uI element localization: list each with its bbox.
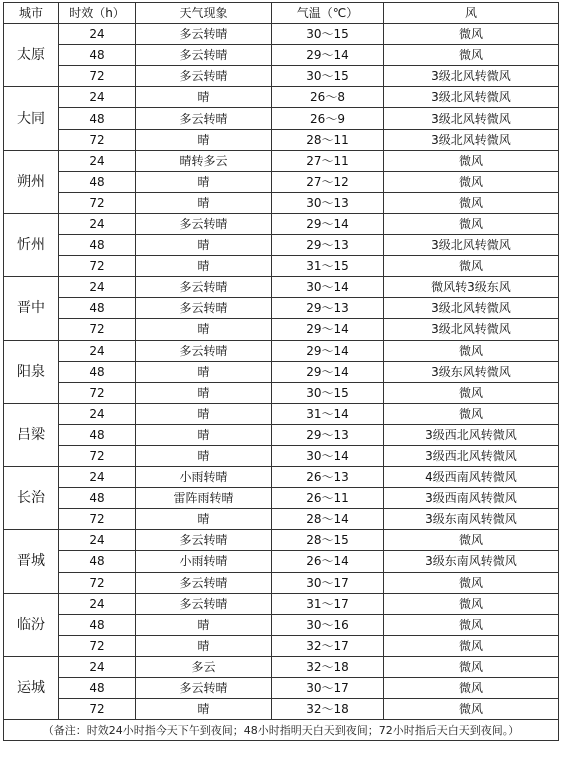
period-cell: 24 [59,340,136,361]
period-cell: 24 [59,150,136,171]
period-cell: 48 [59,424,136,445]
wind-cell: 微风 [384,593,559,614]
temperature-cell: 32～18 [272,699,384,720]
wind-cell: 微风 [384,572,559,593]
weather-cell: 晴 [136,635,272,656]
temperature-cell: 29～14 [272,45,384,66]
table-row [4,509,559,530]
temperature-cell: 29～13 [272,298,384,319]
weather-cell: 多云转晴 [136,277,272,298]
temperature-cell: 27～12 [272,171,384,192]
weather-cell: 晴 [136,256,272,277]
table-row [4,403,559,424]
forecast-table [3,2,559,741]
table-row [4,593,559,614]
weather-cell: 晴 [136,509,272,530]
city-name-cell: 晋中 [4,277,59,340]
weather-cell: 多云转晴 [136,108,272,129]
period-cell: 72 [59,256,136,277]
footnote: （备注：时效24小时指今天下午到夜间；48小时指明天白天到夜间；72小时指后天白天到夜间。） [4,720,559,741]
temperature-cell: 31～14 [272,403,384,424]
period-cell: 48 [59,298,136,319]
table-row [4,530,559,551]
weather-cell: 小雨转晴 [136,467,272,488]
weather-cell: 晴 [136,361,272,382]
weather-cell: 多云转晴 [136,593,272,614]
weather-cell: 多云转晴 [136,572,272,593]
temperature-cell: 29～14 [272,319,384,340]
city-name-cell: 晋城 [4,530,59,593]
period-cell: 48 [59,678,136,699]
temperature-cell: 30～14 [272,277,384,298]
weather-cell: 晴 [136,87,272,108]
temperature-cell: 32～17 [272,635,384,656]
weather-cell: 多云转晴 [136,298,272,319]
wind-cell: 微风 [384,530,559,551]
wind-cell: 3级北风转微风 [384,235,559,256]
table-row [4,361,559,382]
temperature-cell: 30～15 [272,382,384,403]
weather-cell: 雷阵雨转晴 [136,488,272,509]
table-row [4,24,559,45]
wind-cell: 3级东风转微风 [384,361,559,382]
wind-cell: 微风 [384,171,559,192]
weather-cell: 晴转多云 [136,150,272,171]
wind-cell: 微风 [384,256,559,277]
table-row [4,150,559,171]
weather-cell: 晴 [136,445,272,466]
period-cell: 24 [59,403,136,424]
table-row [4,256,559,277]
weather-cell: 晴 [136,129,272,150]
table-row [4,298,559,319]
city-name-cell: 朔州 [4,150,59,213]
temperature-cell: 31～15 [272,256,384,277]
wind-cell: 微风 [384,150,559,171]
temperature-cell: 29～13 [272,424,384,445]
wind-cell: 微风 [384,403,559,424]
wind-cell: 微风 [384,340,559,361]
table-row [4,45,559,66]
wind-cell: 微风 [384,656,559,677]
table-row [4,656,559,677]
weather-cell: 多云转晴 [136,45,272,66]
period-cell: 72 [59,192,136,213]
period-cell: 48 [59,361,136,382]
temperature-cell: 26～13 [272,467,384,488]
wind-cell: 微风 [384,699,559,720]
wind-cell: 4级西南风转微风 [384,467,559,488]
header-weather: 天气现象 [136,3,272,24]
period-cell: 24 [59,593,136,614]
temperature-cell: 26～14 [272,551,384,572]
period-cell: 48 [59,45,136,66]
wind-cell: 3级北风转微风 [384,66,559,87]
wind-cell: 3级东南风转微风 [384,509,559,530]
table-row [4,678,559,699]
wind-cell: 微风 [384,382,559,403]
header-temperature: 气温（℃） [272,3,384,24]
city-name-cell: 大同 [4,87,59,150]
forecast-body [4,24,559,720]
period-cell: 72 [59,635,136,656]
table-row [4,614,559,635]
wind-cell: 3级北风转微风 [384,298,559,319]
weather-cell: 多云转晴 [136,213,272,234]
period-cell: 72 [59,66,136,87]
weather-cell: 小雨转晴 [136,551,272,572]
period-cell: 48 [59,235,136,256]
period-cell: 24 [59,24,136,45]
table-row [4,213,559,234]
wind-cell: 微风 [384,635,559,656]
table-row [4,424,559,445]
wind-cell: 微风 [384,213,559,234]
temperature-cell: 29～13 [272,235,384,256]
weather-cell: 多云转晴 [136,66,272,87]
temperature-cell: 29～14 [272,340,384,361]
header-row [4,3,559,24]
temperature-cell: 27～11 [272,150,384,171]
period-cell: 48 [59,171,136,192]
city-name-cell: 吕梁 [4,403,59,466]
weather-cell: 晴 [136,382,272,403]
header-city: 城市 [4,3,59,24]
table-row [4,108,559,129]
weather-cell: 晴 [136,614,272,635]
table-row [4,129,559,150]
wind-cell: 微风 [384,24,559,45]
period-cell: 72 [59,382,136,403]
temperature-cell: 30～15 [272,24,384,45]
temperature-cell: 29～14 [272,213,384,234]
temperature-cell: 29～14 [272,361,384,382]
wind-cell: 微风 [384,614,559,635]
city-name-cell: 阳泉 [4,340,59,403]
period-cell: 48 [59,488,136,509]
wind-cell: 3级北风转微风 [384,87,559,108]
city-name-cell: 太原 [4,24,59,87]
weather-cell: 晴 [136,699,272,720]
table-row [4,551,559,572]
temperature-cell: 26～9 [272,108,384,129]
period-cell: 24 [59,467,136,488]
weather-cell: 晴 [136,403,272,424]
period-cell: 72 [59,445,136,466]
temperature-cell: 26～8 [272,87,384,108]
table-row [4,192,559,213]
table-row [4,277,559,298]
weather-cell: 晴 [136,171,272,192]
weather-cell: 多云转晴 [136,24,272,45]
temperature-cell: 28～14 [272,509,384,530]
table-row [4,87,559,108]
temperature-cell: 30～14 [272,445,384,466]
city-name-cell: 运城 [4,656,59,719]
city-name-cell: 忻州 [4,213,59,276]
wind-cell: 微风 [384,678,559,699]
period-cell: 24 [59,213,136,234]
wind-cell: 3级西南风转微风 [384,488,559,509]
note-row [4,720,559,741]
table-row [4,699,559,720]
temperature-cell: 30～17 [272,572,384,593]
weather-cell: 晴 [136,319,272,340]
temperature-cell: 30～17 [272,678,384,699]
table-row [4,488,559,509]
temperature-cell: 31～17 [272,593,384,614]
weather-cell: 晴 [136,235,272,256]
weather-cell: 晴 [136,192,272,213]
city-name-cell: 临汾 [4,593,59,656]
table-row [4,171,559,192]
table-row [4,635,559,656]
period-cell: 48 [59,108,136,129]
weather-cell: 多云转晴 [136,678,272,699]
header-wind: 风 [384,3,559,24]
period-cell: 24 [59,656,136,677]
wind-cell: 3级西北风转微风 [384,445,559,466]
wind-cell: 3级北风转微风 [384,129,559,150]
period-cell: 24 [59,277,136,298]
wind-cell: 微风 [384,45,559,66]
period-cell: 72 [59,699,136,720]
period-cell: 72 [59,129,136,150]
period-cell: 72 [59,319,136,340]
temperature-cell: 30～15 [272,66,384,87]
wind-cell: 3级北风转微风 [384,108,559,129]
weather-cell: 多云转晴 [136,530,272,551]
table-row [4,445,559,466]
wind-cell: 3级北风转微风 [384,319,559,340]
table-row [4,572,559,593]
weather-cell: 多云 [136,656,272,677]
temperature-cell: 30～16 [272,614,384,635]
table-row [4,235,559,256]
temperature-cell: 28～11 [272,129,384,150]
temperature-cell: 26～11 [272,488,384,509]
header-period: 时效（h） [59,3,136,24]
city-name-cell: 长治 [4,467,59,530]
temperature-cell: 32～18 [272,656,384,677]
table-row [4,319,559,340]
table-row [4,382,559,403]
temperature-cell: 30～13 [272,192,384,213]
wind-cell: 3级西北风转微风 [384,424,559,445]
wind-cell: 微风 [384,192,559,213]
weather-cell: 晴 [136,424,272,445]
period-cell: 48 [59,614,136,635]
period-cell: 24 [59,87,136,108]
period-cell: 48 [59,551,136,572]
period-cell: 72 [59,572,136,593]
period-cell: 72 [59,509,136,530]
table-row [4,467,559,488]
table-row [4,340,559,361]
weather-cell: 多云转晴 [136,340,272,361]
wind-cell: 微风转3级东风 [384,277,559,298]
period-cell: 24 [59,530,136,551]
table-row [4,66,559,87]
wind-cell: 3级东南风转微风 [384,551,559,572]
temperature-cell: 28～15 [272,530,384,551]
